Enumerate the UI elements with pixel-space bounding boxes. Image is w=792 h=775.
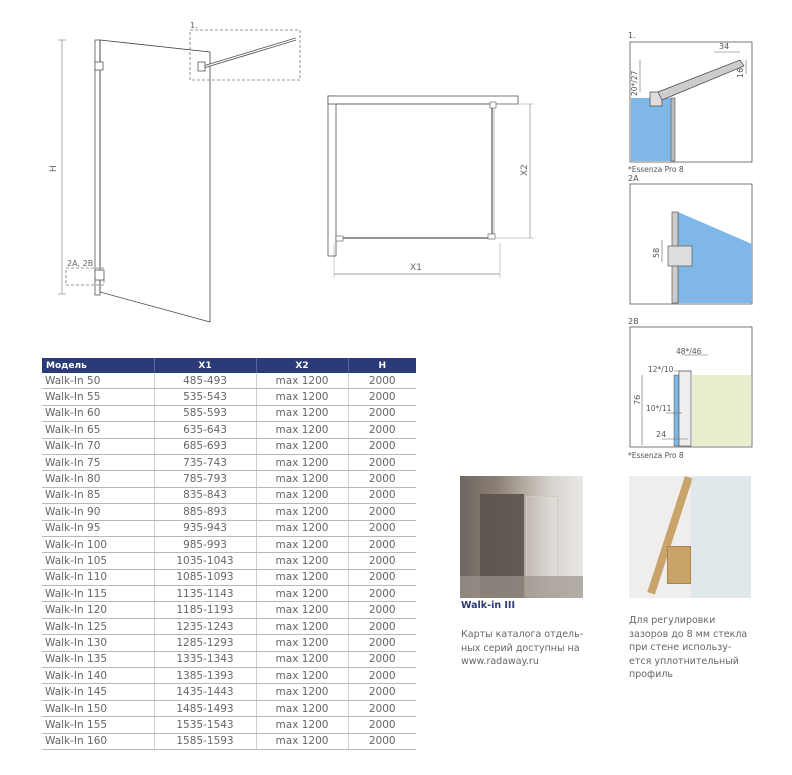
dim-16: 16	[736, 67, 745, 78]
caption-line: профиль	[629, 669, 674, 680]
spec-table	[42, 358, 416, 750]
elevation-diagram	[40, 22, 310, 332]
cell-model: Walk-In 140	[42, 668, 154, 684]
cell-model: Walk-In 85	[42, 487, 154, 503]
table-row	[42, 635, 416, 651]
cell-x2: max 1200	[256, 373, 348, 389]
cell-model: Walk-In 105	[42, 553, 154, 569]
table-row	[42, 389, 416, 405]
cell-h: 2000	[348, 668, 416, 684]
cell-model: Walk-In 75	[42, 454, 154, 470]
cell-x1: 1385-1393	[154, 668, 256, 684]
x1-label: X1	[410, 263, 422, 273]
dim-10-11: 10*/11	[646, 404, 672, 413]
table-row	[42, 504, 416, 520]
cell-x1: 785-793	[154, 471, 256, 487]
cell-x1: 1285-1293	[154, 635, 256, 651]
cell-h: 2000	[348, 471, 416, 487]
dim-34: 34	[719, 42, 730, 51]
cell-x1: 735-743	[154, 454, 256, 470]
height-label: H	[49, 165, 59, 172]
cell-model: Walk-In 60	[42, 405, 154, 421]
cell-h: 2000	[348, 405, 416, 421]
detail-2a2b-label: 2A, 2B	[67, 259, 94, 268]
detail-2a-diagram	[622, 172, 762, 310]
cell-h: 2000	[348, 635, 416, 651]
table-row	[42, 651, 416, 667]
table-row	[42, 454, 416, 470]
cell-model: Walk-In 80	[42, 471, 154, 487]
cell-x1: 635-643	[154, 422, 256, 438]
table-row	[42, 536, 416, 552]
cell-x2: max 1200	[256, 553, 348, 569]
cell-h: 2000	[348, 422, 416, 438]
table-row	[42, 553, 416, 569]
cell-x2: max 1200	[256, 487, 348, 503]
cell-model: Walk-In 150	[42, 700, 154, 716]
table-row	[42, 618, 416, 634]
cell-model: Walk-In 135	[42, 651, 154, 667]
cell-model: Walk-In 125	[42, 618, 154, 634]
cell-model: Walk-In 130	[42, 635, 154, 651]
cell-h: 2000	[348, 651, 416, 667]
cell-h: 2000	[348, 684, 416, 700]
dim-48-46: 48*/46	[676, 347, 702, 356]
header-x2: X2	[256, 358, 348, 373]
caption-line: ных серий доступны на	[461, 642, 580, 654]
cell-h: 2000	[348, 373, 416, 389]
cell-h: 2000	[348, 553, 416, 569]
cell-model: Walk-In 120	[42, 602, 154, 618]
cell-x2: max 1200	[256, 733, 348, 749]
table-body	[42, 373, 416, 749]
cell-model: Walk-In 160	[42, 733, 154, 749]
cell-h: 2000	[348, 618, 416, 634]
cell-model: Walk-In 70	[42, 438, 154, 454]
cell-h: 2000	[348, 454, 416, 470]
detail-2a-title: 2A	[628, 174, 639, 183]
table-row	[42, 733, 416, 749]
photo-title: Walk-in III	[461, 600, 515, 611]
cell-x1: 1135-1143	[154, 586, 256, 602]
dim-58: 58	[652, 247, 661, 258]
profile-caption	[629, 614, 779, 682]
cell-x2: max 1200	[256, 700, 348, 716]
cell-model: Walk-In 50	[42, 373, 154, 389]
cell-x1: 1535-1543	[154, 717, 256, 733]
cell-h: 2000	[348, 717, 416, 733]
table-row	[42, 700, 416, 716]
cell-x1: 1435-1443	[154, 684, 256, 700]
cell-x2: max 1200	[256, 504, 348, 520]
cell-x2: max 1200	[256, 520, 348, 536]
table-row	[42, 602, 416, 618]
cell-model: Walk-In 55	[42, 389, 154, 405]
cell-x1: 535-543	[154, 389, 256, 405]
detail-1-label: 1.	[190, 22, 198, 30]
cell-h: 2000	[348, 536, 416, 552]
cell-x1: 1035-1043	[154, 553, 256, 569]
table-row	[42, 520, 416, 536]
caption-line: Для регулировки	[629, 615, 716, 626]
cell-model: Walk-In 115	[42, 586, 154, 602]
table-row	[42, 422, 416, 438]
cell-x1: 1085-1093	[154, 569, 256, 585]
cell-model: Walk-In 95	[42, 520, 154, 536]
cell-x2: max 1200	[256, 569, 348, 585]
cell-x1: 1585-1593	[154, 733, 256, 749]
cell-x1: 985-993	[154, 536, 256, 552]
dim-20-27: 20*/27	[630, 70, 639, 96]
cell-x1: 835-843	[154, 487, 256, 503]
cell-x1: 1185-1193	[154, 602, 256, 618]
table-row	[42, 586, 416, 602]
cell-x1: 485-493	[154, 373, 256, 389]
cell-x1: 1235-1243	[154, 618, 256, 634]
detail-1-title: 1.	[628, 31, 636, 40]
cell-model: Walk-In 110	[42, 569, 154, 585]
detail-2b-diagram	[622, 315, 762, 465]
cell-x1: 585-593	[154, 405, 256, 421]
cell-x2: max 1200	[256, 422, 348, 438]
detail-2b-title: 2B	[628, 317, 639, 326]
cell-x2: max 1200	[256, 618, 348, 634]
cell-x2: max 1200	[256, 405, 348, 421]
cell-x2: max 1200	[256, 438, 348, 454]
cell-model: Walk-In 100	[42, 536, 154, 552]
cell-x1: 685-693	[154, 438, 256, 454]
cell-h: 2000	[348, 569, 416, 585]
table-row	[42, 405, 416, 421]
header-model: Модель	[42, 358, 154, 373]
dim-24: 24	[656, 430, 667, 439]
profile-photo	[629, 476, 751, 598]
detail-2b-note: *Essenza Pro 8	[628, 451, 684, 460]
cell-x2: max 1200	[256, 717, 348, 733]
caption-line: ется уплотнительный	[629, 655, 739, 667]
dim-12-10: 12*/10	[648, 365, 674, 374]
table-row	[42, 373, 416, 389]
cell-x2: max 1200	[256, 536, 348, 552]
table-row	[42, 487, 416, 503]
cell-x2: max 1200	[256, 684, 348, 700]
cell-x2: max 1200	[256, 602, 348, 618]
cell-x2: max 1200	[256, 668, 348, 684]
cell-h: 2000	[348, 602, 416, 618]
cell-h: 2000	[348, 438, 416, 454]
cell-h: 2000	[348, 504, 416, 520]
dim-76: 76	[633, 394, 642, 405]
cell-x1: 935-943	[154, 520, 256, 536]
table-row	[42, 684, 416, 700]
catalog-caption	[461, 628, 601, 669]
cell-model: Walk-In 90	[42, 504, 154, 520]
table-row	[42, 717, 416, 733]
detail-1-diagram	[622, 30, 762, 180]
cell-h: 2000	[348, 389, 416, 405]
cell-x2: max 1200	[256, 635, 348, 651]
cell-x2: max 1200	[256, 389, 348, 405]
caption-line: Карты каталога отдель-	[461, 629, 584, 640]
cell-x2: max 1200	[256, 471, 348, 487]
caption-line: при стене использу-	[629, 642, 732, 653]
plan-diagram	[320, 88, 545, 283]
cell-model: Walk-In 65	[42, 422, 154, 438]
table-row	[42, 438, 416, 454]
cell-h: 2000	[348, 700, 416, 716]
cell-h: 2000	[348, 487, 416, 503]
cell-x2: max 1200	[256, 454, 348, 470]
table-header-row	[42, 358, 416, 373]
cell-model: Walk-In 145	[42, 684, 154, 700]
cell-h: 2000	[348, 586, 416, 602]
caption-line: www.radaway.ru	[461, 656, 539, 667]
cell-x1: 1485-1493	[154, 700, 256, 716]
x2-label: X2	[520, 164, 530, 176]
cell-h: 2000	[348, 520, 416, 536]
cell-x1: 1335-1343	[154, 651, 256, 667]
cell-x2: max 1200	[256, 586, 348, 602]
cell-x1: 885-893	[154, 504, 256, 520]
cell-x2: max 1200	[256, 651, 348, 667]
table-row	[42, 471, 416, 487]
header-h: H	[348, 358, 416, 373]
table-row	[42, 668, 416, 684]
table-row	[42, 569, 416, 585]
cell-model: Walk-In 155	[42, 717, 154, 733]
cell-h: 2000	[348, 733, 416, 749]
detail-1-note: *Essenza Pro 8	[628, 165, 684, 174]
caption-line: зазоров до 8 мм стекла	[629, 628, 748, 640]
product-photo	[460, 476, 583, 598]
header-x1: X1	[154, 358, 256, 373]
